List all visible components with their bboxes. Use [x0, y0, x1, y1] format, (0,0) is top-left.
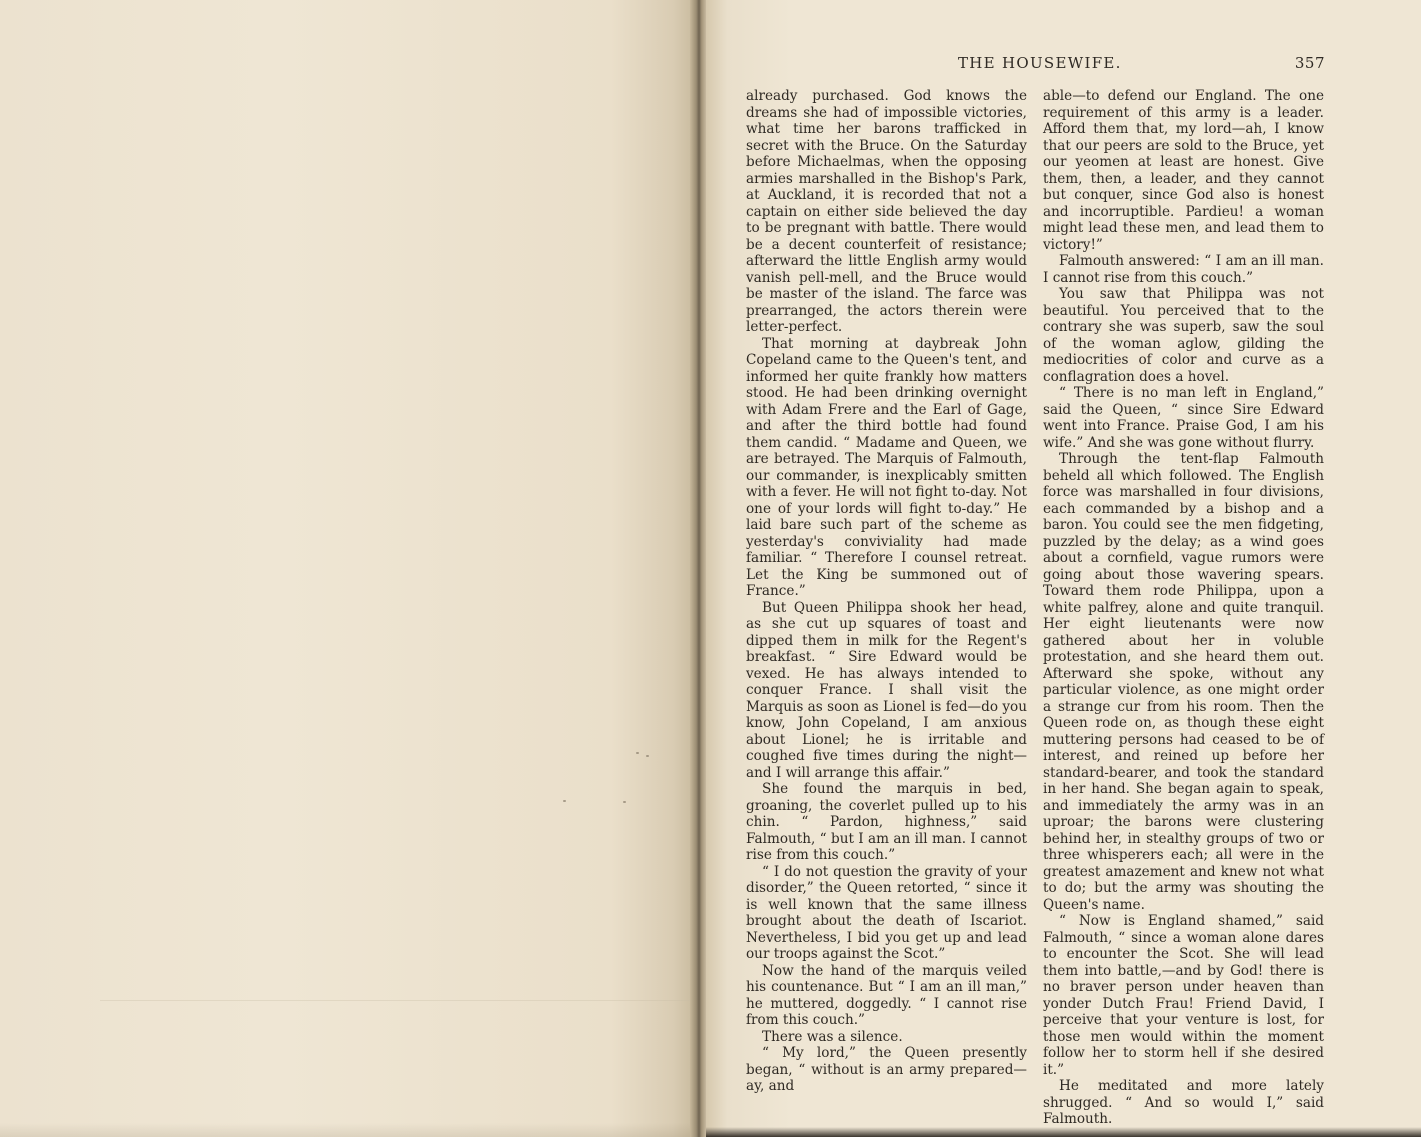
right-page	[706, 0, 1421, 1137]
paragraph: “ There is no man left in England,” said the Queen, “ since Sire Edward went into France. Praise God, I am his wife.” And she was gone without flurry.	[1043, 385, 1324, 451]
left-page-blank	[0, 0, 694, 1137]
paper-speck	[636, 752, 639, 754]
left-page-bottom-edge	[0, 1123, 694, 1137]
paragraph: She found the marquis in bed, groaning, the coverlet pulled up to his chin. “ Pardon, highness,” said Falmouth, “ but I am an ill man. I cannot rise from this couch.”	[746, 781, 1027, 863]
paragraph: He meditated and more lately shrugged. “ And so would I,” said Falmouth.	[1043, 1078, 1324, 1127]
paragraph: able—to defend our England. The one requirement of this army is a leader. Afford them that, my lord—ah, I know that our peers are sold to the Bruce, yet our yeomen at least are honest. Give them, then, a leader, and they cannot but conquer, since God also is honest and incorruptible. Pardieu! a woman might lead these men, and lead them to victory!”	[1043, 88, 1324, 253]
paragraph: That morning at daybreak John Copeland came to the Queen's tent, and informed her quite frankly how matters stood. He had been drinking overnight with Adam Frere and the Earl of Gage, and after the third bottle had found them candid. “ Madame and Queen, we are betrayed. The Marquis of Falmouth, our commander, is inexplicably smitten with a fever. He will not fight to-day. Not one of your lords will fight to-day.” He laid bare such part of the scheme as yesterday's conviviality had made familiar. “ Therefore I counsel retreat. Let the King be summoned out of France.”	[746, 335, 1027, 599]
paper-speck	[646, 755, 649, 757]
paper-speck	[563, 800, 566, 802]
paragraph: Now the hand of the marquis veiled his countenance. But “ I am an ill man,” he muttered, doggedly. “ I cannot rise from this couch.”	[746, 962, 1027, 1028]
paragraph: “ I do not question the gravity of your disorder,” the Queen retorted, “ since it is well known that the same illness brought about the death of Iscariot. Nevertheless, I bid you get up and lead our troops against the Scot.”	[746, 863, 1027, 962]
right-page-bottom-edge	[706, 1127, 1421, 1137]
paper-speck	[623, 801, 626, 803]
paragraph: Falmouth answered: “ I am an ill man. I cannot rise from this couch.”	[1043, 253, 1324, 286]
paragraph: You saw that Philippa was not beautiful. You perceived that to the contrary she was superb, saw the soul of the woman aglow, gilding the mediocrities of color and curve as a conflagration does a hovel.	[1043, 286, 1324, 385]
paragraph: “ My lord,” the Queen presently began, “ without is an army prepared—ay, and	[746, 1045, 1027, 1094]
left-page-blank-area	[100, 60, 690, 1001]
running-head	[706, 54, 1421, 74]
text-column-left	[746, 88, 1027, 1095]
page-number: 357	[1294, 54, 1325, 72]
paragraph: But Queen Philippa shook her head, as she cut up squares of toast and dipped them in milk for the Regent's breakfast. “ Sire Edward would be vexed. He has always intended to conquer France. I shall visit the Marquis as soon as Lionel is fed—do you know, John Copeland, I am anxious about Lionel; he is irritable and coughed five times during the night—and I will arrange this affair.”	[746, 599, 1027, 781]
running-title: THE HOUSEWIFE.	[958, 54, 1122, 72]
paragraph: already purchased. God knows the dreams she had of impossible victories, what time her barons trafficked in secret with the Bruce. On the Saturday before Michaelmas, when the opposing armies marshalled in the Bishop's Park, at Auckland, it is recorded that not a captain on either side believed the day to be pregnant with battle. There would be a decent counterfeit of resistance; afterward the little English army would vanish pell-mell, and the Bruce would be master of the island. The farce was prearranged, the actors therein were letter-perfect.	[746, 88, 1027, 335]
paragraph: There was a silence.	[762, 1028, 903, 1045]
paragraph: “ Now is England shamed,” said Falmouth, “ since a woman alone dares to encounter the Scot. She will lead them into battle,—and by God! there is no braver person under heaven than yonder Dutch Frau! Friend David, I perceive that your venture is lost, for those men would within the moment follow her to storm hell if she desired it.”	[1043, 913, 1324, 1078]
text-column-right	[1043, 88, 1324, 1128]
paragraph: Through the tent-flap Falmouth beheld all which followed. The English force was marshalled in four divisions, each commanded by a bishop and a baron. You could see the men fidgeting, puzzled by the delay; as a wind goes about a cornfield, vague rumors were going about those wavering spears. Toward them rode Philippa, upon a white palfrey, alone and quite tranquil. Her eight lieutenants were now gathered about her in voluble protestation, and she heard them out. Afterward she spoke, without any particular violence, as one might order a strange cur from his room. Then the Queen rode on, as though these eight muttering persons had ceased to be of interest, and reined up before her standard-bearer, and took the standard in her hand. She began again to speak, and immediately the army was in an uproar; the barons were clustering behind her, in stealthy groups of two or three whisperers each; all were in the greatest amazement and knew not what to do; but the army was shouting the Queen's name.	[1043, 451, 1324, 913]
